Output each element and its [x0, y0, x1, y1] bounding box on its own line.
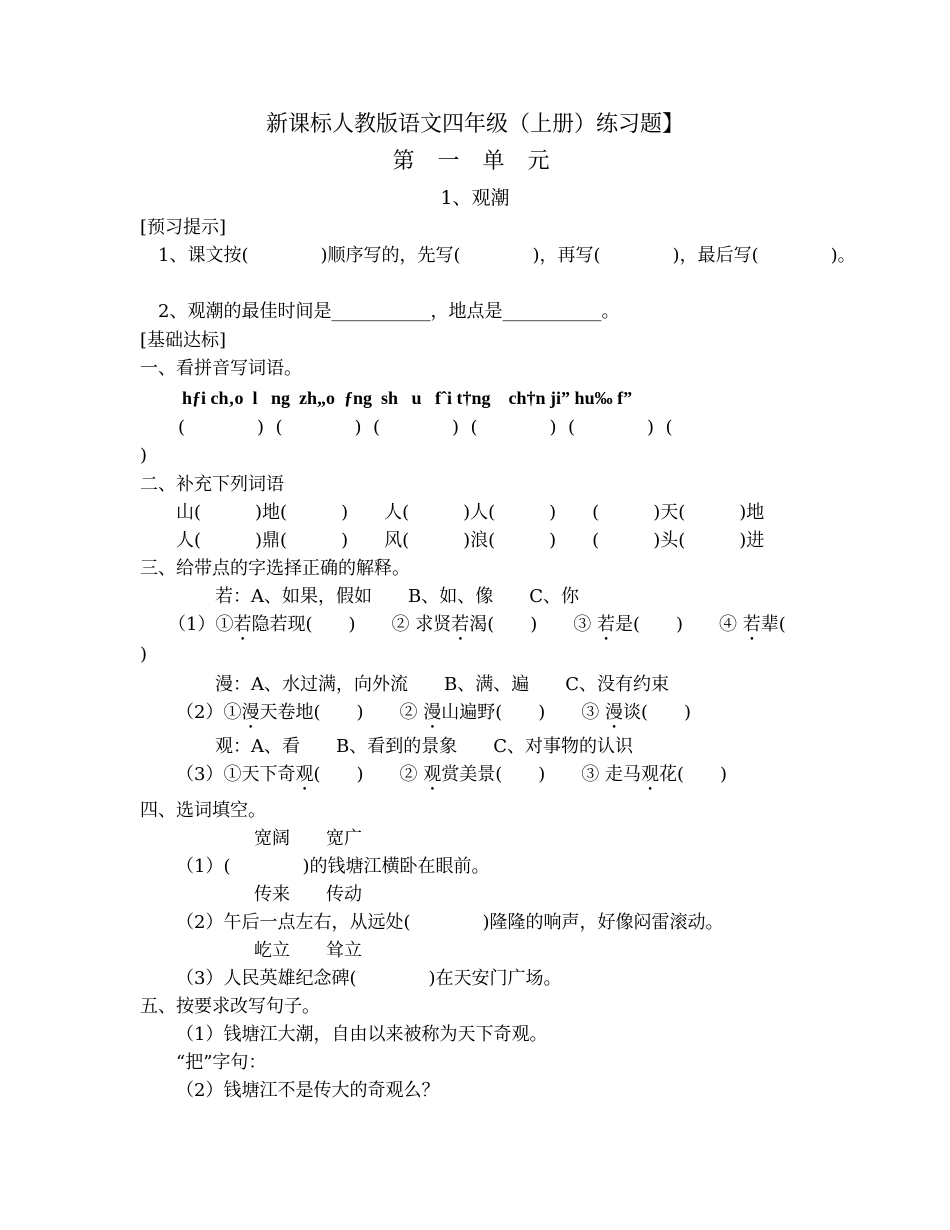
section-3-heading: 三、给带点的字选择正确的解释。	[140, 558, 410, 579]
fill-question-3: （3）人民英雄纪念碑( )在天安门广场。	[176, 968, 562, 989]
question-group-ruo-end: )	[140, 644, 148, 665]
preview-question-1: 1、课文按( )顺序写的，先写( )，再写( )，最后写( )。	[158, 245, 856, 266]
section-2-heading: 二、补充下列词语	[140, 474, 284, 495]
fill-question-2: （2）午后一点左右，从远处( )隆隆的响声，好像闷雷滚动。	[176, 912, 724, 933]
question-group-man: （2）①漫天卷地( ) ② 漫山遍野( ) ③ 漫谈( )	[176, 702, 692, 723]
word-choice-1: 宽阔 宽广	[254, 828, 362, 849]
preview-question-2: 2、观潮的最佳时间是___________，地点是___________。	[158, 301, 620, 322]
pinyin-answer-blanks-end: )	[140, 445, 148, 466]
idiom-row-1: 山( )地( ) 人( )人( ) ( )天( )地	[176, 502, 765, 523]
question-group-ruo: （1）①若隐若现( ) ② 求贤若渴( ) ③ 若是( ) ④ 若辈(	[168, 614, 786, 635]
lesson-title: 1、观潮	[440, 187, 510, 209]
section-1-heading: 一、看拼音写词语。	[140, 358, 302, 379]
document-title: 新课标人教版语文四年级（上册）练习题】	[265, 112, 684, 137]
pinyin-line: hƒi ch‚o l ng zh„o ƒng sh u fˆi t†ng ch†n ji” hu‰ f”	[182, 388, 633, 408]
definition-ruo: 若：A、如果，假如 B、如、像 C、你	[215, 586, 579, 607]
unit-heading: 第 一 单 元	[392, 149, 558, 174]
definition-guan: 观：A、看 B、看到的景象 C、对事物的认识	[215, 736, 633, 757]
rewrite-requirement-1: “把”字句：	[176, 1052, 267, 1073]
word-choice-2: 传来 传动	[254, 884, 362, 905]
word-choice-3: 屹立 耸立	[254, 940, 362, 961]
section-5-heading: 五、按要求改写句子。	[140, 996, 320, 1017]
definition-man: 漫：A、水过满，向外流 B、满、遍 C、没有约束	[215, 674, 669, 695]
idiom-row-2: 人( )鼎( ) 风( )浪( ) ( )头( )进	[176, 530, 765, 551]
question-group-guan: （3）①天下奇观( ) ② 观赏美景( ) ③ 走马观花( )	[176, 764, 728, 785]
pinyin-answer-blanks: ( ) ( ) ( ) ( ) ( ) (	[178, 417, 673, 438]
rewrite-question-2: （2）钱塘江不是传大的奇观么？	[176, 1080, 440, 1101]
basic-heading: [基础达标]	[140, 330, 227, 351]
preview-heading: [预习提示]	[140, 217, 227, 238]
fill-question-1: （1）( )的钱塘江横卧在眼前。	[176, 856, 490, 877]
section-4-heading: 四、选词填空。	[140, 800, 266, 821]
rewrite-question-1: （1）钱塘江大潮，自由以来被称为天下奇观。	[176, 1024, 548, 1045]
